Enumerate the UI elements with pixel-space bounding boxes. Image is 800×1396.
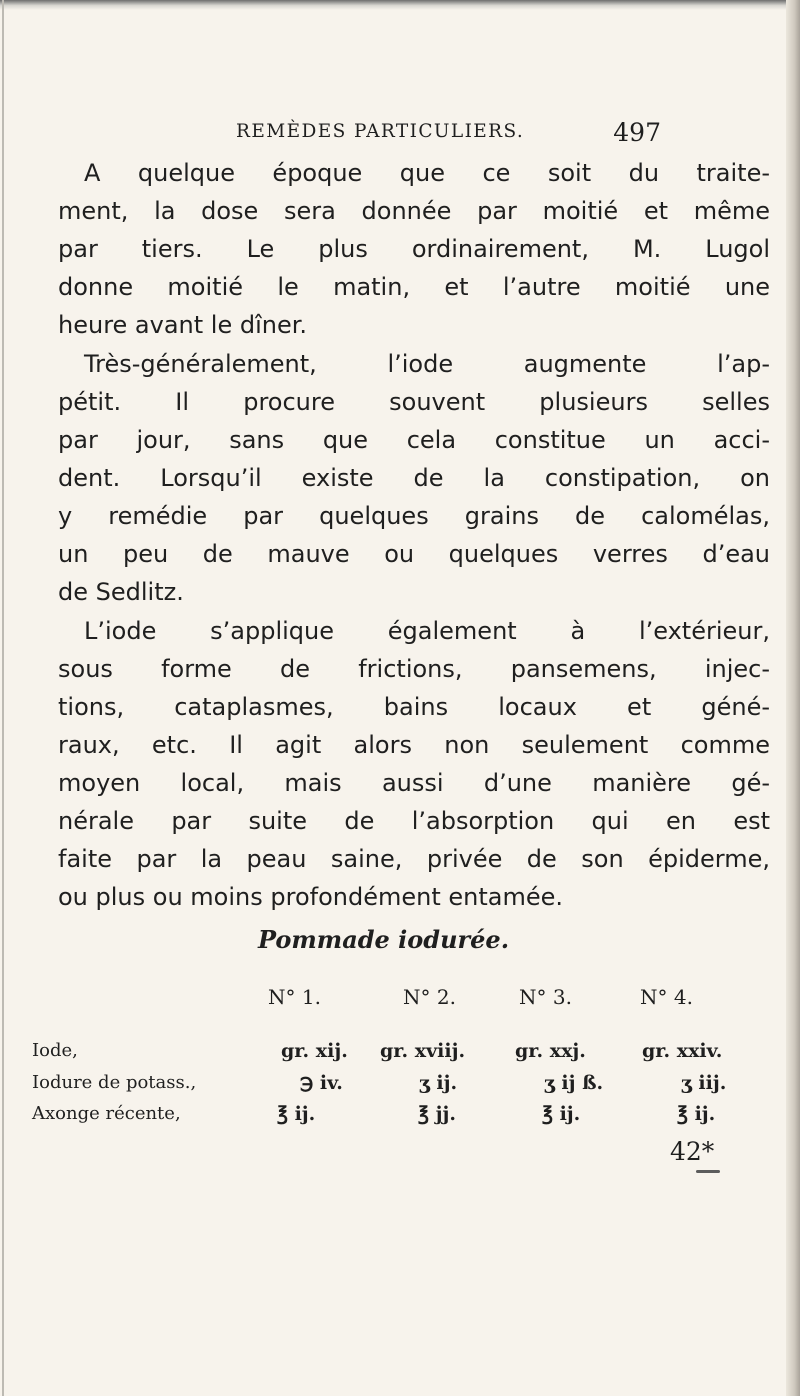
text-line: moyen local, mais aussi d’une manière gé- — [58, 769, 770, 797]
text-line: dent. Lorsqu’il existe de la constipation, on — [58, 464, 770, 492]
text-line: tions, cataplasmes, bains locaux et géné- — [58, 693, 770, 721]
text-line: sous forme de frictions, pansemens, injec- — [58, 655, 770, 683]
text-line: A quelque époque que ce soit du traite- — [84, 159, 770, 187]
table-cell: ℥ jj. — [418, 1103, 456, 1125]
column-header: N° 1. — [268, 985, 321, 1009]
text-line: Très-généralement, l’iode augmente l’ap- — [84, 350, 770, 378]
table-cell: ℈ iv. — [300, 1072, 343, 1094]
text-line: ment, la dose sera donnée par moitié et même — [58, 197, 770, 225]
text-line: par jour, sans que cela constitue un acci- — [58, 426, 770, 454]
signature-mark: 42* — [670, 1137, 715, 1166]
formula-table — [32, 982, 772, 1152]
page-number: 497 — [613, 118, 661, 147]
text-line: raux, etc. Il agit alors non seulement comme — [58, 731, 770, 759]
text-line: L’iode s’applique également à l’extérieur, — [84, 617, 770, 645]
text-line: faite par la peau saine, privée de son épiderme, — [58, 845, 770, 873]
printer-mark — [696, 1170, 720, 1173]
table-cell: ʒ iij. — [681, 1072, 727, 1094]
text-line: donne moitié le matin, et l’autre moitié une — [58, 273, 770, 301]
table-cell: gr. xij. — [281, 1040, 348, 1062]
row-label: Iode, — [32, 1040, 78, 1061]
table-cell: ℥ ij. — [677, 1103, 716, 1125]
text-line: pétit. Il procure souvent plusieurs selles — [58, 388, 770, 416]
table-cell: ℥ ij. — [542, 1103, 581, 1125]
text-line: heure avant le dîner. — [58, 311, 308, 339]
table-cell: ʒ ij. — [419, 1072, 458, 1094]
formula-title: Pommade iodurée. — [258, 925, 510, 954]
table-cell: ℥ ij. — [277, 1103, 316, 1125]
table-cell: gr. xxj. — [515, 1040, 586, 1062]
column-header: N° 4. — [640, 985, 693, 1009]
text-line: nérale par suite de l’absorption qui en est — [58, 807, 770, 835]
column-header: N° 3. — [519, 985, 572, 1009]
table-cell: gr. xviij. — [380, 1040, 466, 1062]
table-cell: ʒ ij ß. — [544, 1072, 604, 1094]
row-label: Axonge récente, — [32, 1103, 181, 1124]
text-line: y remédie par quelques grains de calomélas, — [58, 502, 770, 530]
text-line: de Sedlitz. — [58, 578, 184, 606]
column-header: N° 2. — [403, 985, 456, 1009]
row-label: Iodure de potass., — [32, 1072, 197, 1093]
text-line: un peu de mauve ou quelques verres d’eau — [58, 540, 770, 568]
text-line: ou plus ou moins profondément entamée. — [58, 883, 563, 911]
text-line: par tiers. Le plus ordinairement, M. Lugol — [58, 235, 770, 263]
table-cell: gr. xxiv. — [642, 1040, 723, 1062]
running-head-title: REMÈDES PARTICULIERS. — [236, 121, 525, 142]
